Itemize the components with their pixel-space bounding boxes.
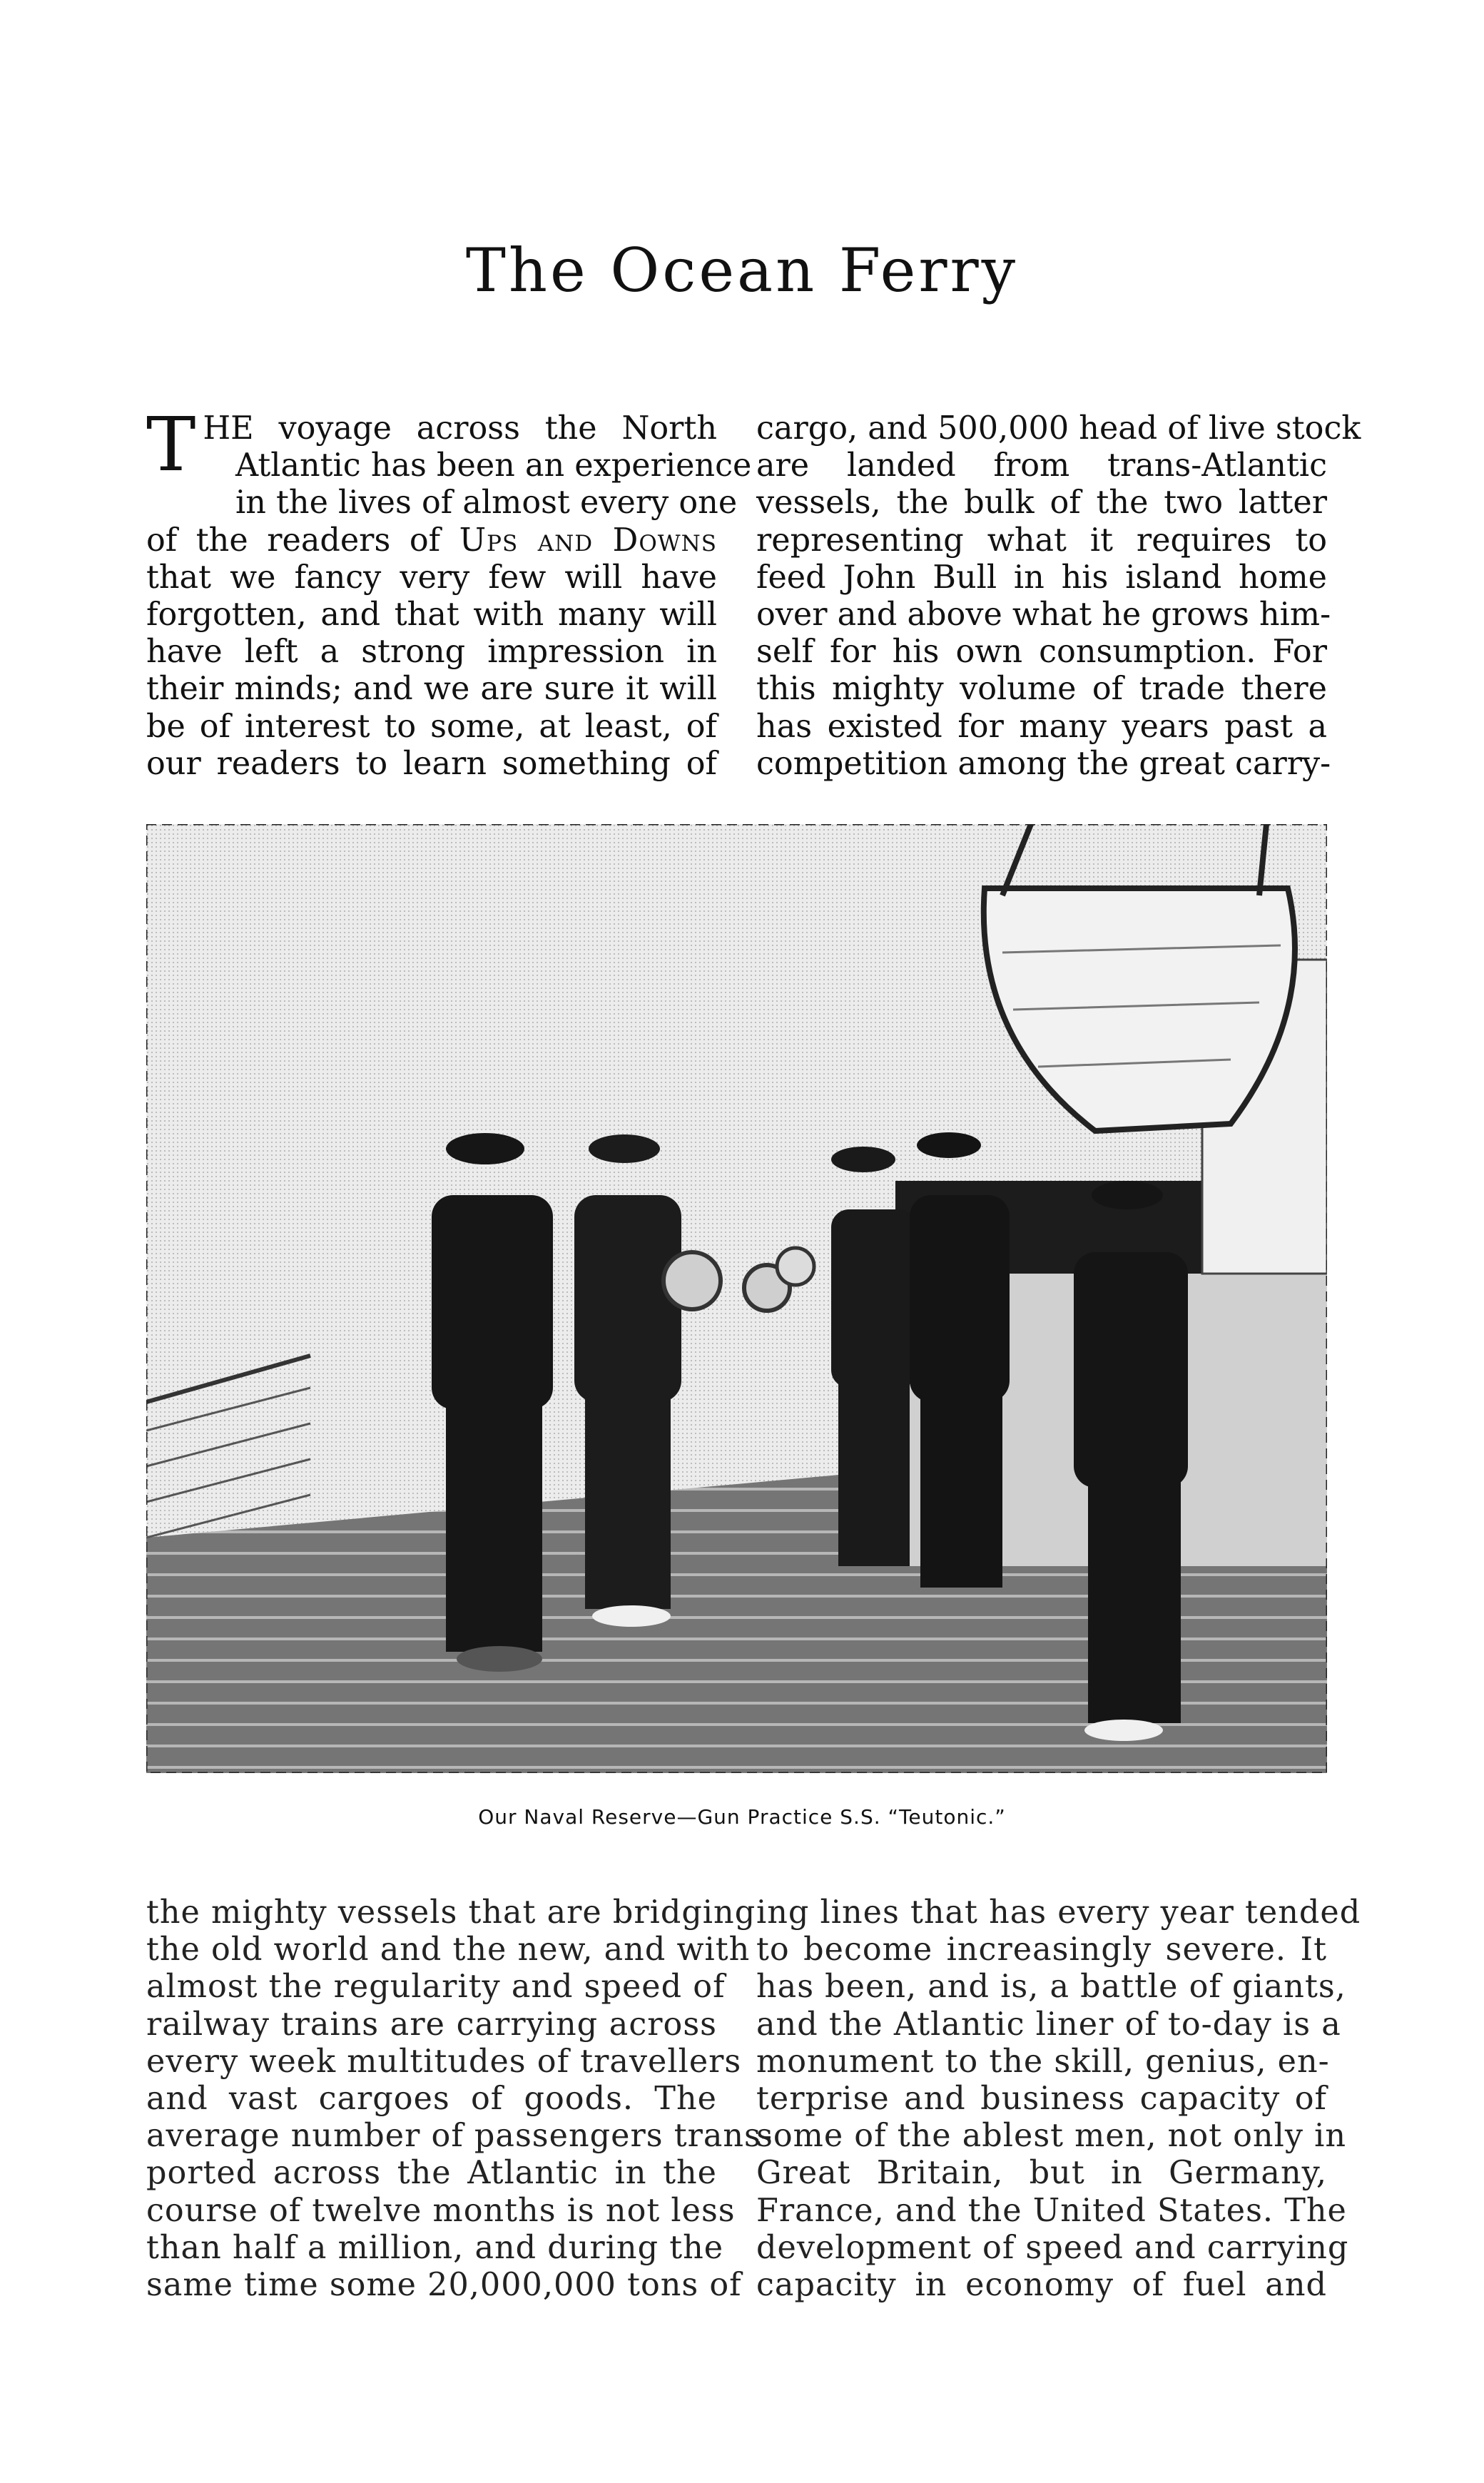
text-line: be of interest to some, at least, of [146, 708, 717, 745]
text-line: has been, and is, a battle of giants, [756, 1969, 1346, 2006]
sailor-figure [910, 1132, 1010, 1588]
text-line: monument to the skill, genius, en- [756, 2043, 1330, 2080]
text-line: forgotten, and that with many will [146, 596, 717, 634]
photo-caption: Our Naval Reserve—Gun Practice S.S. “Teutonic.” [478, 1805, 1006, 1829]
text-line: than half a million, and during the [146, 2229, 724, 2266]
text-line: HE voyage across the North [203, 410, 717, 447]
text-line: France, and the United States. The [756, 2192, 1347, 2229]
text-line: of the readers of Ups and Downs [146, 522, 718, 559]
text-line: self for his own consumption. For [756, 634, 1327, 671]
bottom-left-column [146, 1894, 773, 2304]
text-line: Great Britain, but in Germany, [756, 2155, 1327, 2192]
top-right-column [756, 410, 1361, 783]
text-line: average number of passengers trans- [146, 2118, 773, 2155]
deck-photograph [146, 824, 1327, 1773]
text-line: course of twelve months is not less [146, 2192, 736, 2229]
text-line: and vast cargoes of goods. The [146, 2081, 717, 2118]
bottom-right-column [756, 1894, 1361, 2304]
sailor-figure [574, 1134, 681, 1627]
text-line: to become increasingly severe. It [756, 1931, 1327, 1969]
text-line: representing what it requires to [756, 522, 1327, 559]
top-left-column [146, 401, 752, 783]
magazine-name: Ups and Downs [459, 522, 718, 559]
text-line: the old world and the new, and with [146, 1931, 751, 1969]
text-line: vessels, the bulk of the two latter [756, 484, 1327, 522]
drop-cap: T [146, 401, 196, 488]
text-line: over and above what he grows him- [756, 596, 1331, 634]
text-line: feed John Bull in his island home [756, 559, 1327, 596]
text-line: this mighty volume of trade there [756, 671, 1327, 708]
text-line: in the lives of almost every one [235, 484, 738, 522]
instrument [664, 1252, 721, 1309]
text-line: cargo, and 500,000 head of live stock [756, 410, 1361, 447]
text-line: ported across the Atlantic in the [146, 2155, 717, 2192]
sailor-figure [432, 1133, 553, 1672]
text-line: Atlantic has been an experience [235, 447, 752, 484]
text-line: terprise and business capacity of [756, 2081, 1327, 2118]
text-line: almost the regularity and speed of [146, 1969, 726, 2006]
sailor-figure [1074, 1181, 1188, 1741]
text-line: the mighty vessels that are bridging [146, 1894, 756, 1931]
text-line: are landed from trans-Atlantic [756, 447, 1327, 484]
text-line: capacity in economy of fuel and [756, 2267, 1327, 2304]
text-line: have left a strong impression in [146, 634, 717, 671]
text-line: some of the ablest men, not only in [756, 2118, 1347, 2155]
text-line: every week multitudes of travellers [146, 2043, 742, 2080]
text-line: and the Atlantic liner of to-day is a [756, 2006, 1341, 2043]
text-line: has existed for many years past a [756, 708, 1327, 745]
text-line: same time some 20,000,000 tons of [146, 2267, 742, 2304]
text-line: ing lines that has every year tended [756, 1894, 1361, 1931]
text-line: that we fancy very few will have [146, 559, 717, 596]
text-line: our readers to learn something of [146, 745, 717, 782]
text-line: development of speed and carrying [756, 2229, 1349, 2266]
instrument [777, 1248, 814, 1285]
text-line: their minds; and we are sure it will [146, 671, 717, 708]
text-line: competition among the great carry- [756, 745, 1331, 782]
page-title: The Ocean Ferry [465, 235, 1019, 305]
text-line: railway trains are carrying across [146, 2006, 717, 2043]
